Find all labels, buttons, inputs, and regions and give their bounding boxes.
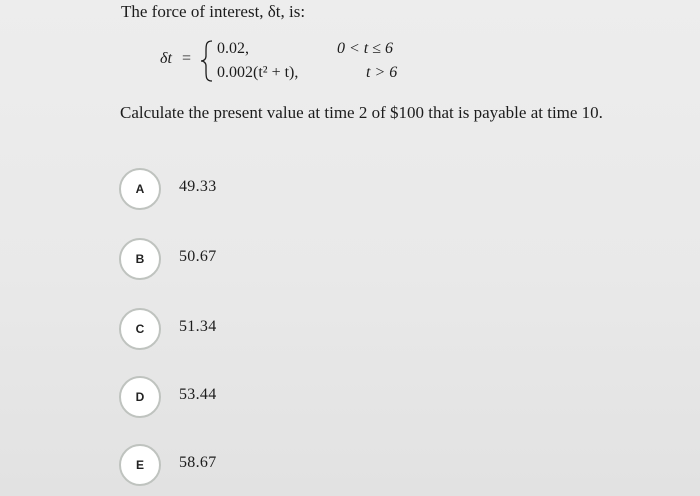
formula-equals: = [182, 50, 192, 67]
option-e-value: 58.67 [179, 454, 217, 471]
left-brace-icon [200, 39, 214, 83]
case-2-condition: t > 6 [366, 64, 398, 81]
force-of-interest-formula [160, 38, 440, 88]
case-1-expression: 0.02, [217, 40, 249, 57]
option-a-value: 49.33 [179, 178, 217, 195]
option-b[interactable] [119, 238, 339, 280]
formula-lhs: δt [160, 50, 172, 67]
option-c-value: 51.34 [179, 318, 217, 335]
question-prompt: Calculate the present value at time 2 of $100 that is payable at time 10. [120, 103, 603, 122]
option-a-letter[interactable]: A [119, 168, 161, 210]
option-d-letter[interactable]: D [119, 376, 161, 418]
question-title: The force of interest, δt, is: [121, 2, 306, 21]
case-1-condition: 0 < t ≤ 6 [337, 40, 394, 57]
option-d[interactable] [119, 376, 339, 418]
option-e-letter[interactable]: E [119, 444, 161, 486]
option-b-value: 50.67 [179, 248, 217, 265]
option-d-value: 53.44 [179, 386, 217, 403]
case-2-expression: 0.002(t² + t), [217, 64, 299, 81]
option-b-letter[interactable]: B [119, 238, 161, 280]
option-c-letter[interactable]: C [119, 308, 161, 350]
option-e[interactable] [119, 444, 339, 486]
option-c[interactable] [119, 308, 339, 350]
option-a[interactable] [119, 168, 339, 210]
